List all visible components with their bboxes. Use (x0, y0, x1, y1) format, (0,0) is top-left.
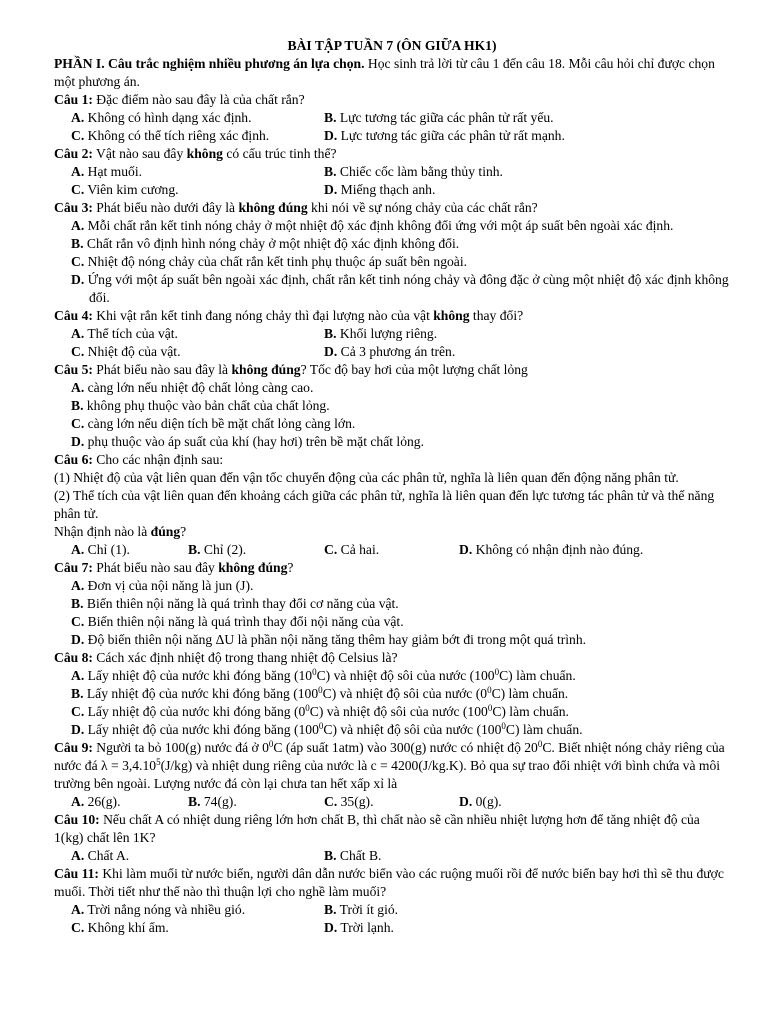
question-text: Vật nào sau đây (92, 146, 187, 161)
option-letter: D. (71, 722, 85, 737)
option-letter: A. (71, 380, 85, 395)
option-c (71, 181, 324, 199)
option-text: càng lớn nếu diện tích bề mặt chất lỏng càng lớn. (87, 416, 356, 431)
option-a (71, 109, 324, 127)
option-b (54, 685, 730, 703)
option-text: Đơn vị của nội năng là jun (J). (87, 578, 254, 593)
option-text: Biến thiên nội năng là quá trình thay đổi nội năng của vật. (87, 614, 404, 629)
option-text: Thể tích của vật. (87, 326, 178, 341)
option-d (54, 721, 730, 739)
answer-row (54, 163, 730, 181)
option-text: C) làm chuẩn. (499, 668, 576, 683)
question-3 (54, 199, 730, 217)
option-c (71, 127, 324, 145)
part1-intro (54, 55, 730, 91)
degree-superscript: 0 (305, 703, 310, 713)
question-keyword: không đúng (218, 560, 288, 575)
question-label: Câu 11: (54, 866, 99, 881)
option-d (54, 271, 730, 307)
question-text: ? (287, 560, 294, 575)
question-label: Câu 3: (54, 200, 93, 215)
option-text: C) và nhiệt độ sôi của nước (100 (323, 722, 502, 737)
question-text: Người ta bỏ 100(g) nước đá ở 0 (92, 740, 269, 755)
option-text: Lực tương tác giữa các phân tử rất yếu. (339, 110, 554, 125)
option-a (71, 325, 324, 343)
option-letter: D. (459, 794, 473, 809)
option-d (54, 631, 730, 649)
degree-superscript: 0 (318, 685, 323, 695)
option-letter: A. (71, 326, 85, 341)
degree-superscript: 0 (318, 721, 324, 731)
degree-superscript: 0 (487, 685, 492, 695)
question-text: có cấu trúc tinh thể? (222, 146, 337, 161)
question-1 (54, 91, 730, 109)
option-d (459, 541, 643, 559)
question-text: ? Tốc độ bay hơi của một lượng chất lỏng (300, 362, 528, 377)
question-label: Câu 7: (54, 560, 93, 575)
statement-2: (2) Thể tích của vật liên quan đến khoảng cách giữa các phân tử, nghĩa là liên quan đến lực tương tác phân tử và thế năng phân tử. (54, 488, 715, 521)
question-8 (54, 649, 730, 667)
option-letter: D. (71, 434, 85, 449)
degree-superscript: 0 (487, 703, 493, 713)
question-text: thay đổi? (469, 308, 524, 323)
answer-row (54, 127, 730, 145)
option-c (54, 613, 730, 631)
degree-superscript: 0 (312, 667, 317, 677)
option-text: Cả 3 phương án trên. (340, 344, 456, 359)
option-text: Ứng với một áp suất bên ngoài xác định, chất rắn kết tinh nóng chảy và đông đặc ở cùng một nhiệt độ xác định không đổi. (87, 272, 729, 305)
option-text: Nhiệt độ của vật. (87, 344, 181, 359)
option-letter: D. (324, 182, 338, 197)
answer-row (54, 325, 730, 343)
question-text: C (áp suất 1atm) vào 300(g) nước có nhiệt độ 20 (273, 740, 538, 755)
question-6-ask (54, 523, 730, 541)
option-d (54, 433, 730, 451)
option-a (71, 901, 324, 919)
option-text: C) và nhiệt độ sôi của nước (100 (309, 704, 488, 719)
option-letter: C. (71, 614, 85, 629)
option-text: Cả hai. (340, 542, 380, 557)
option-text: Khối lượng riêng. (339, 326, 438, 341)
option-c (54, 253, 730, 271)
answer-row (54, 541, 730, 559)
option-letter: A. (71, 218, 85, 233)
option-text: Mỗi chất rắn kết tinh nóng chảy ở một nhiệt độ xác định không đổi ứng với một áp suất bên ngoài xác định. (87, 218, 674, 233)
degree-superscript: 0 (501, 721, 506, 731)
question-label: Câu 4: (54, 308, 93, 323)
option-text: phụ thuộc vào áp suất của khí (hay hơi) trên bề mặt chất lỏng. (87, 434, 424, 449)
option-c (54, 703, 730, 721)
option-letter: B. (71, 596, 84, 611)
option-letter: B. (324, 902, 337, 917)
option-text: C) làm chuẩn. (492, 704, 569, 719)
question-text: khi nói về sự nóng chảy của các chất rắn? (307, 200, 538, 215)
option-d (459, 793, 502, 811)
option-text: 26(g). (87, 794, 121, 809)
option-text: Chất rắn vô định hình nóng chảy ở một nhiệt độ xác định không đổi. (86, 236, 460, 251)
option-letter: D. (324, 344, 338, 359)
option-a (54, 379, 730, 397)
option-letter: A. (71, 794, 85, 809)
option-letter: B. (71, 398, 84, 413)
option-letter: A. (71, 110, 85, 125)
question-7 (54, 559, 730, 577)
option-a (54, 217, 730, 235)
question-2 (54, 145, 730, 163)
option-letter: D. (324, 920, 338, 935)
question-6 (54, 451, 730, 469)
option-text: Chỉ (2). (203, 542, 247, 557)
answer-row (54, 847, 730, 865)
option-letter: D. (71, 272, 85, 287)
option-a (71, 163, 324, 181)
degree-superscript: 0 (537, 739, 543, 749)
option-c (324, 541, 459, 559)
option-text: Lấy nhiệt độ của nước khi đóng băng (10 (87, 668, 313, 683)
option-b (324, 901, 577, 919)
question-keyword: không (433, 308, 470, 323)
option-letter: D. (324, 128, 338, 143)
option-letter: A. (71, 668, 85, 683)
option-b (54, 595, 730, 613)
option-text: Lực tương tác giữa các phân tử rất mạnh. (340, 128, 565, 143)
page-title: BÀI TẬP TUẦN 7 (ÔN GIỮA HK1) (287, 38, 497, 53)
question-keyword: không đúng (238, 200, 308, 215)
question-label: Câu 6: (54, 452, 93, 467)
part1-heading: PHẦN I. Câu trắc nghiệm nhiều phương án lựa chọn. (54, 56, 365, 71)
answer-row (54, 109, 730, 127)
option-text: 0(g). (475, 794, 502, 809)
option-b (54, 397, 730, 415)
question-label: Câu 9: (54, 740, 93, 755)
option-b (324, 847, 577, 865)
option-d (324, 919, 577, 937)
option-text: Nhiệt độ nóng chảy của chất rắn kết tinh phụ thuộc áp suất bên ngoài. (87, 254, 468, 269)
exponent-superscript: 5 (156, 757, 161, 767)
option-text: C) làm chuẩn. (491, 686, 569, 701)
option-letter: A. (71, 578, 85, 593)
option-c (324, 793, 459, 811)
option-b (324, 109, 577, 127)
option-letter: B. (324, 110, 337, 125)
option-text: C) và nhiệt độ sôi của nước (0 (322, 686, 488, 701)
option-text: Trời lạnh. (340, 920, 394, 935)
option-text: Độ biến thiên nội năng ΔU là phần nội năng tăng thêm hay giảm bớt đi trong một quá trình. (87, 632, 587, 647)
option-text: Không có hình dạng xác định. (87, 110, 252, 125)
option-letter: B. (71, 686, 84, 701)
question-text: Phát biểu nào sau đây là (92, 362, 232, 377)
question-text: C. Biết nhiệt nóng chảy riêng của nước đá λ = 3,4.10 (54, 740, 725, 773)
option-letter: C. (71, 416, 85, 431)
option-b (188, 541, 324, 559)
option-a (54, 577, 730, 595)
answer-row (54, 181, 730, 199)
question-text: Nhận định nào là (54, 524, 151, 539)
option-b (324, 325, 577, 343)
statement-1: (1) Nhiệt độ của vật liên quan đến vận tốc chuyển động của các phân tử, nghĩa là liên quan đến động năng phân tử. (54, 470, 679, 485)
question-text: (J/kg) và nhiệt dung riêng của nước là c = 4200(J/kg.K). Bỏ qua sự trao đổi nhiệt với bình chứa và môi trường bên ngoài. Lượng nước đá còn lại chưa tan hết xấp xỉ là (54, 758, 721, 791)
option-letter: C. (324, 542, 338, 557)
option-letter: C. (71, 920, 85, 935)
question-keyword: đúng (150, 524, 181, 539)
option-text: Chất A. (87, 848, 130, 863)
option-text: Lấy nhiệt độ của nước khi đóng băng (100 (86, 686, 319, 701)
answer-row (54, 901, 730, 919)
question-9 (54, 739, 730, 793)
option-d (324, 343, 577, 361)
option-letter: B. (324, 848, 337, 863)
question-text: Nếu chất A có nhiệt dung riêng lớn hơn chất B, thì chất nào sẽ cần nhiều nhiệt lượng hơn để tăng nhiệt độ của 1(kg) chất lên 1K? (54, 812, 700, 845)
option-letter: D. (459, 542, 473, 557)
option-letter: C. (71, 182, 85, 197)
answer-row (54, 343, 730, 361)
option-letter: A. (71, 902, 85, 917)
option-b (188, 793, 324, 811)
option-text: Biến thiên nội năng là quá trình thay đổi cơ năng của vật. (86, 596, 399, 611)
answer-row (54, 793, 730, 811)
option-text: Chiếc cốc làm bằng thủy tinh. (339, 164, 503, 179)
question-text: ? (180, 524, 187, 539)
question-label: Câu 8: (54, 650, 93, 665)
degree-superscript: 0 (268, 739, 274, 749)
question-keyword: không (186, 146, 223, 161)
question-label: Câu 2: (54, 146, 93, 161)
option-letter: C. (324, 794, 338, 809)
option-text: Không khí ẩm. (87, 920, 169, 935)
question-text: Đặc điểm nào sau đây là của chất rắn? (92, 92, 305, 107)
option-text: Chỉ (1). (87, 542, 130, 557)
option-a (54, 667, 730, 685)
option-text: Hạt muối. (87, 164, 142, 179)
question-text: Khi làm muối từ nước biển, người dân dẫn nước biển vào các ruộng muối rồi để nước biển bay hơi thì sẽ thu được muối. Thời tiết như thế nào thì thuận lợi cho nghề làm muối? (54, 866, 724, 899)
question-keyword: không đúng (231, 362, 301, 377)
option-letter: A. (71, 542, 85, 557)
option-c (54, 415, 730, 433)
option-text: C) làm chuẩn. (505, 722, 583, 737)
question-text: Cho các nhận định sau: (92, 452, 224, 467)
option-text: Lấy nhiệt độ của nước khi đóng băng (100 (87, 722, 319, 737)
option-letter: C. (71, 344, 85, 359)
answer-row (54, 919, 730, 937)
option-b (324, 163, 577, 181)
question-text: Phát biểu nào sau đây (92, 560, 219, 575)
question-label: Câu 5: (54, 362, 93, 377)
part1-instruction: Học sinh trả lời từ câu 1 đến câu 18. Mỗi câu hỏi chỉ được chọn một phương án. (54, 56, 715, 89)
option-text: Trời nắng nóng và nhiều gió. (87, 902, 246, 917)
option-letter: C. (71, 254, 85, 269)
option-a (71, 847, 324, 865)
option-text: Không có thể tích riêng xác định. (87, 128, 270, 143)
option-letter: B. (188, 542, 201, 557)
option-letter: C. (71, 704, 85, 719)
question-text: Khi vật rắn kết tinh đang nóng chảy thì đại lượng nào của vật (92, 308, 434, 323)
question-5 (54, 361, 730, 379)
question-text: Cách xác định nhiệt độ trong thang nhiệt độ Celsius là? (92, 650, 398, 665)
option-letter: A. (71, 848, 85, 863)
option-a (71, 541, 188, 559)
option-letter: D. (71, 632, 85, 647)
question-label: Câu 1: (54, 92, 93, 107)
option-letter: B. (324, 326, 337, 341)
option-text: Chất B. (339, 848, 382, 863)
option-text: 35(g). (340, 794, 374, 809)
option-text: Miếng thạch anh. (340, 182, 436, 197)
option-text: C) và nhiệt độ sôi của nước (100 (316, 668, 495, 683)
question-10 (54, 811, 730, 847)
option-b (54, 235, 730, 253)
option-letter: B. (324, 164, 337, 179)
option-letter: C. (71, 128, 85, 143)
option-c (71, 343, 324, 361)
option-text: Trời ít gió. (339, 902, 399, 917)
option-letter: B. (188, 794, 201, 809)
option-text: Không có nhận định nào đúng. (475, 542, 644, 557)
question-text: Phát biểu nào dưới đây là (92, 200, 239, 215)
question-label: Câu 10: (54, 812, 100, 827)
option-letter: B. (71, 236, 84, 251)
degree-superscript: 0 (494, 667, 500, 677)
option-text: Lấy nhiệt độ của nước khi đóng băng (0 (87, 704, 306, 719)
option-text: 74(g). (203, 794, 237, 809)
question-4 (54, 307, 730, 325)
option-d (324, 127, 577, 145)
option-text: Viên kim cương. (87, 182, 179, 197)
option-a (71, 793, 188, 811)
option-c (71, 919, 324, 937)
option-text: không phụ thuộc vào bản chất của chất lỏng. (86, 398, 330, 413)
question-11 (54, 865, 730, 901)
option-d (324, 181, 577, 199)
option-letter: A. (71, 164, 85, 179)
option-text: càng lớn nếu nhiệt độ chất lỏng càng cao. (87, 380, 314, 395)
